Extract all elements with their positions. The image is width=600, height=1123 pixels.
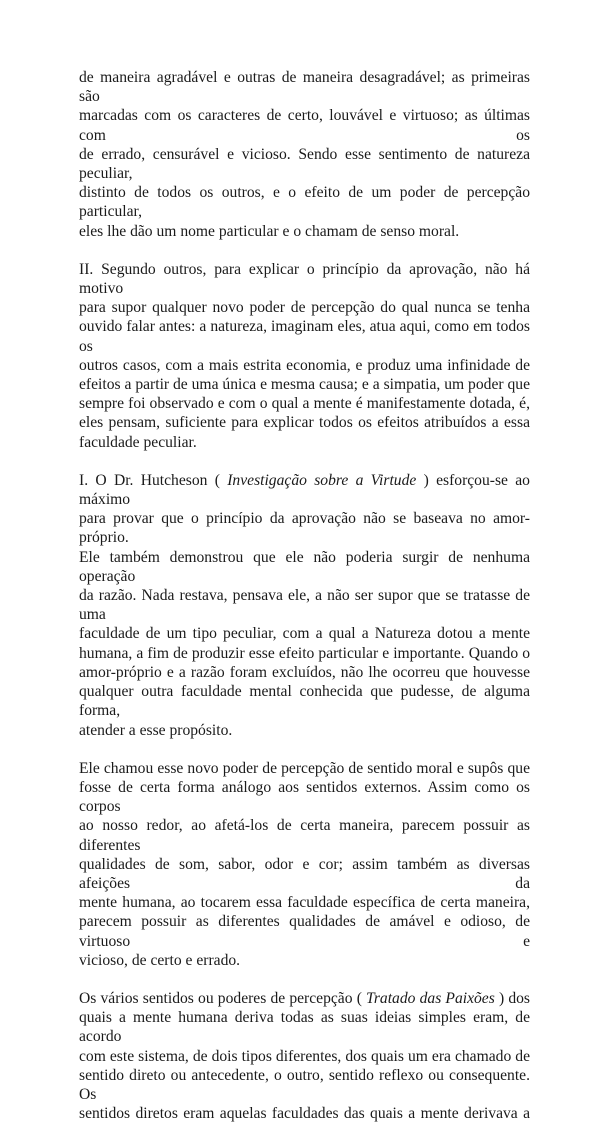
text-segment: I. O Dr. Hutcheson (	[79, 471, 228, 489]
text-line	[79, 989, 530, 1008]
paragraph-hutcheson	[79, 471, 530, 740]
text-line: qualidades de som, sabor, odor e cor; assim também as diversas afeições da	[79, 855, 530, 892]
paragraph-sentidos	[79, 989, 530, 1123]
text-line: sentido direto ou antecedente, o outro, sentido reflexo ou consequente. Os	[79, 1066, 530, 1103]
text-line: humana, a fim de produzir esse efeito particular e importante. Quando o	[79, 644, 530, 662]
text-line: efeitos a partir de uma única e mesma causa; e a simpatia, um poder que	[79, 376, 530, 394]
text-line: faculdade de um tipo peculiar, com a qual a Natureza dotou a mente	[79, 625, 530, 643]
text-line: II. Segundo outros, para explicar o princípio da aprovação, não há motivo	[79, 260, 530, 298]
text-segment: ) esforçou-se ao máximo	[79, 471, 530, 509]
text-line: fosse de certa forma análogo aos sentidos externos. Assim como os corpos	[79, 778, 530, 816]
text-line: com este sistema, de dois tipos diferentes, dos quais um era chamado de	[79, 1047, 530, 1065]
text-line: para supor qualquer novo poder de percepção do qual nunca se tenha	[79, 299, 530, 317]
text-line: outros casos, com a mais estrita economia, e produz uma infinidade de	[79, 356, 530, 374]
text-segment: ) dos	[494, 989, 530, 1007]
text-line: sempre foi observado e com o qual a mente é manifestamente dotada, é,	[79, 395, 530, 413]
text-line: da razão. Nada restava, pensava ele, a não ser supor que se tratasse de uma	[79, 587, 530, 624]
text-line: Ele chamou esse novo poder de percepção de sentido moral e supôs que	[79, 759, 530, 777]
text-line: marcadas com os caracteres de certo, louvável e virtuoso; as últimas com os	[79, 107, 530, 144]
text-line: ouvido falar antes: a natureza, imaginam eles, atua aqui, como em todos os	[79, 318, 530, 355]
text-line: qualquer outra faculdade mental conhecida que pudesse, de alguma forma,	[79, 683, 530, 720]
text-line: mente humana, ao tocarem essa faculdade específica de certa maneira,	[79, 894, 530, 912]
text-line: atender a esse propósito.	[79, 721, 233, 739]
text-line: eles pensam, suficiente para explicar todos os efeitos atribuídos a essa	[79, 414, 530, 432]
text-line: amor-próprio e a razão foram excluídos, não lhe ocorreu que houvesse	[79, 663, 530, 681]
text-line: distinto de todos os outros, e o efeito de um poder de percepção particular,	[79, 184, 530, 221]
text-line: eles lhe dão um nome particular e o chamam de senso moral.	[79, 222, 460, 240]
text-line: Ele também demonstrou que ele não poderia surgir de nenhuma operação	[79, 548, 530, 585]
text-line: sentidos diretos eram aquelas faculdades das quais a mente derivava a	[79, 1105, 530, 1123]
text-line: de errado, censurável e vicioso. Sendo esse sentimento de natureza peculiar,	[79, 145, 530, 183]
text-line: faculdade peculiar.	[79, 433, 197, 451]
text-line	[79, 471, 530, 509]
paragraph-senso-moral	[79, 68, 530, 241]
text-line: vicioso, de certo e errado.	[79, 951, 241, 969]
paragraph-sentido-moral	[79, 759, 530, 970]
book-title-italic: Tratado das Paixões	[366, 989, 495, 1007]
text-segment: Os vários sentidos ou poderes de percepção (	[79, 989, 367, 1007]
paragraph-simpatia	[79, 260, 530, 452]
text-line: quais a mente humana deriva todas as suas ideias simples eram, de acordo	[79, 1009, 530, 1046]
text-line: de maneira agradável e outras de maneira desagradável; as primeiras são	[79, 69, 530, 106]
book-title-italic: Investigação sobre a Virtude	[227, 471, 417, 489]
text-line: para provar que o princípio da aprovação não se baseava no amor-próprio.	[79, 510, 530, 547]
text-line: parecem possuir as diferentes qualidades de amável e odioso, de virtuoso e	[79, 913, 530, 950]
text-line: ao nosso redor, ao afetá-los de certa maneira, parecem possuir as diferentes	[79, 817, 530, 854]
